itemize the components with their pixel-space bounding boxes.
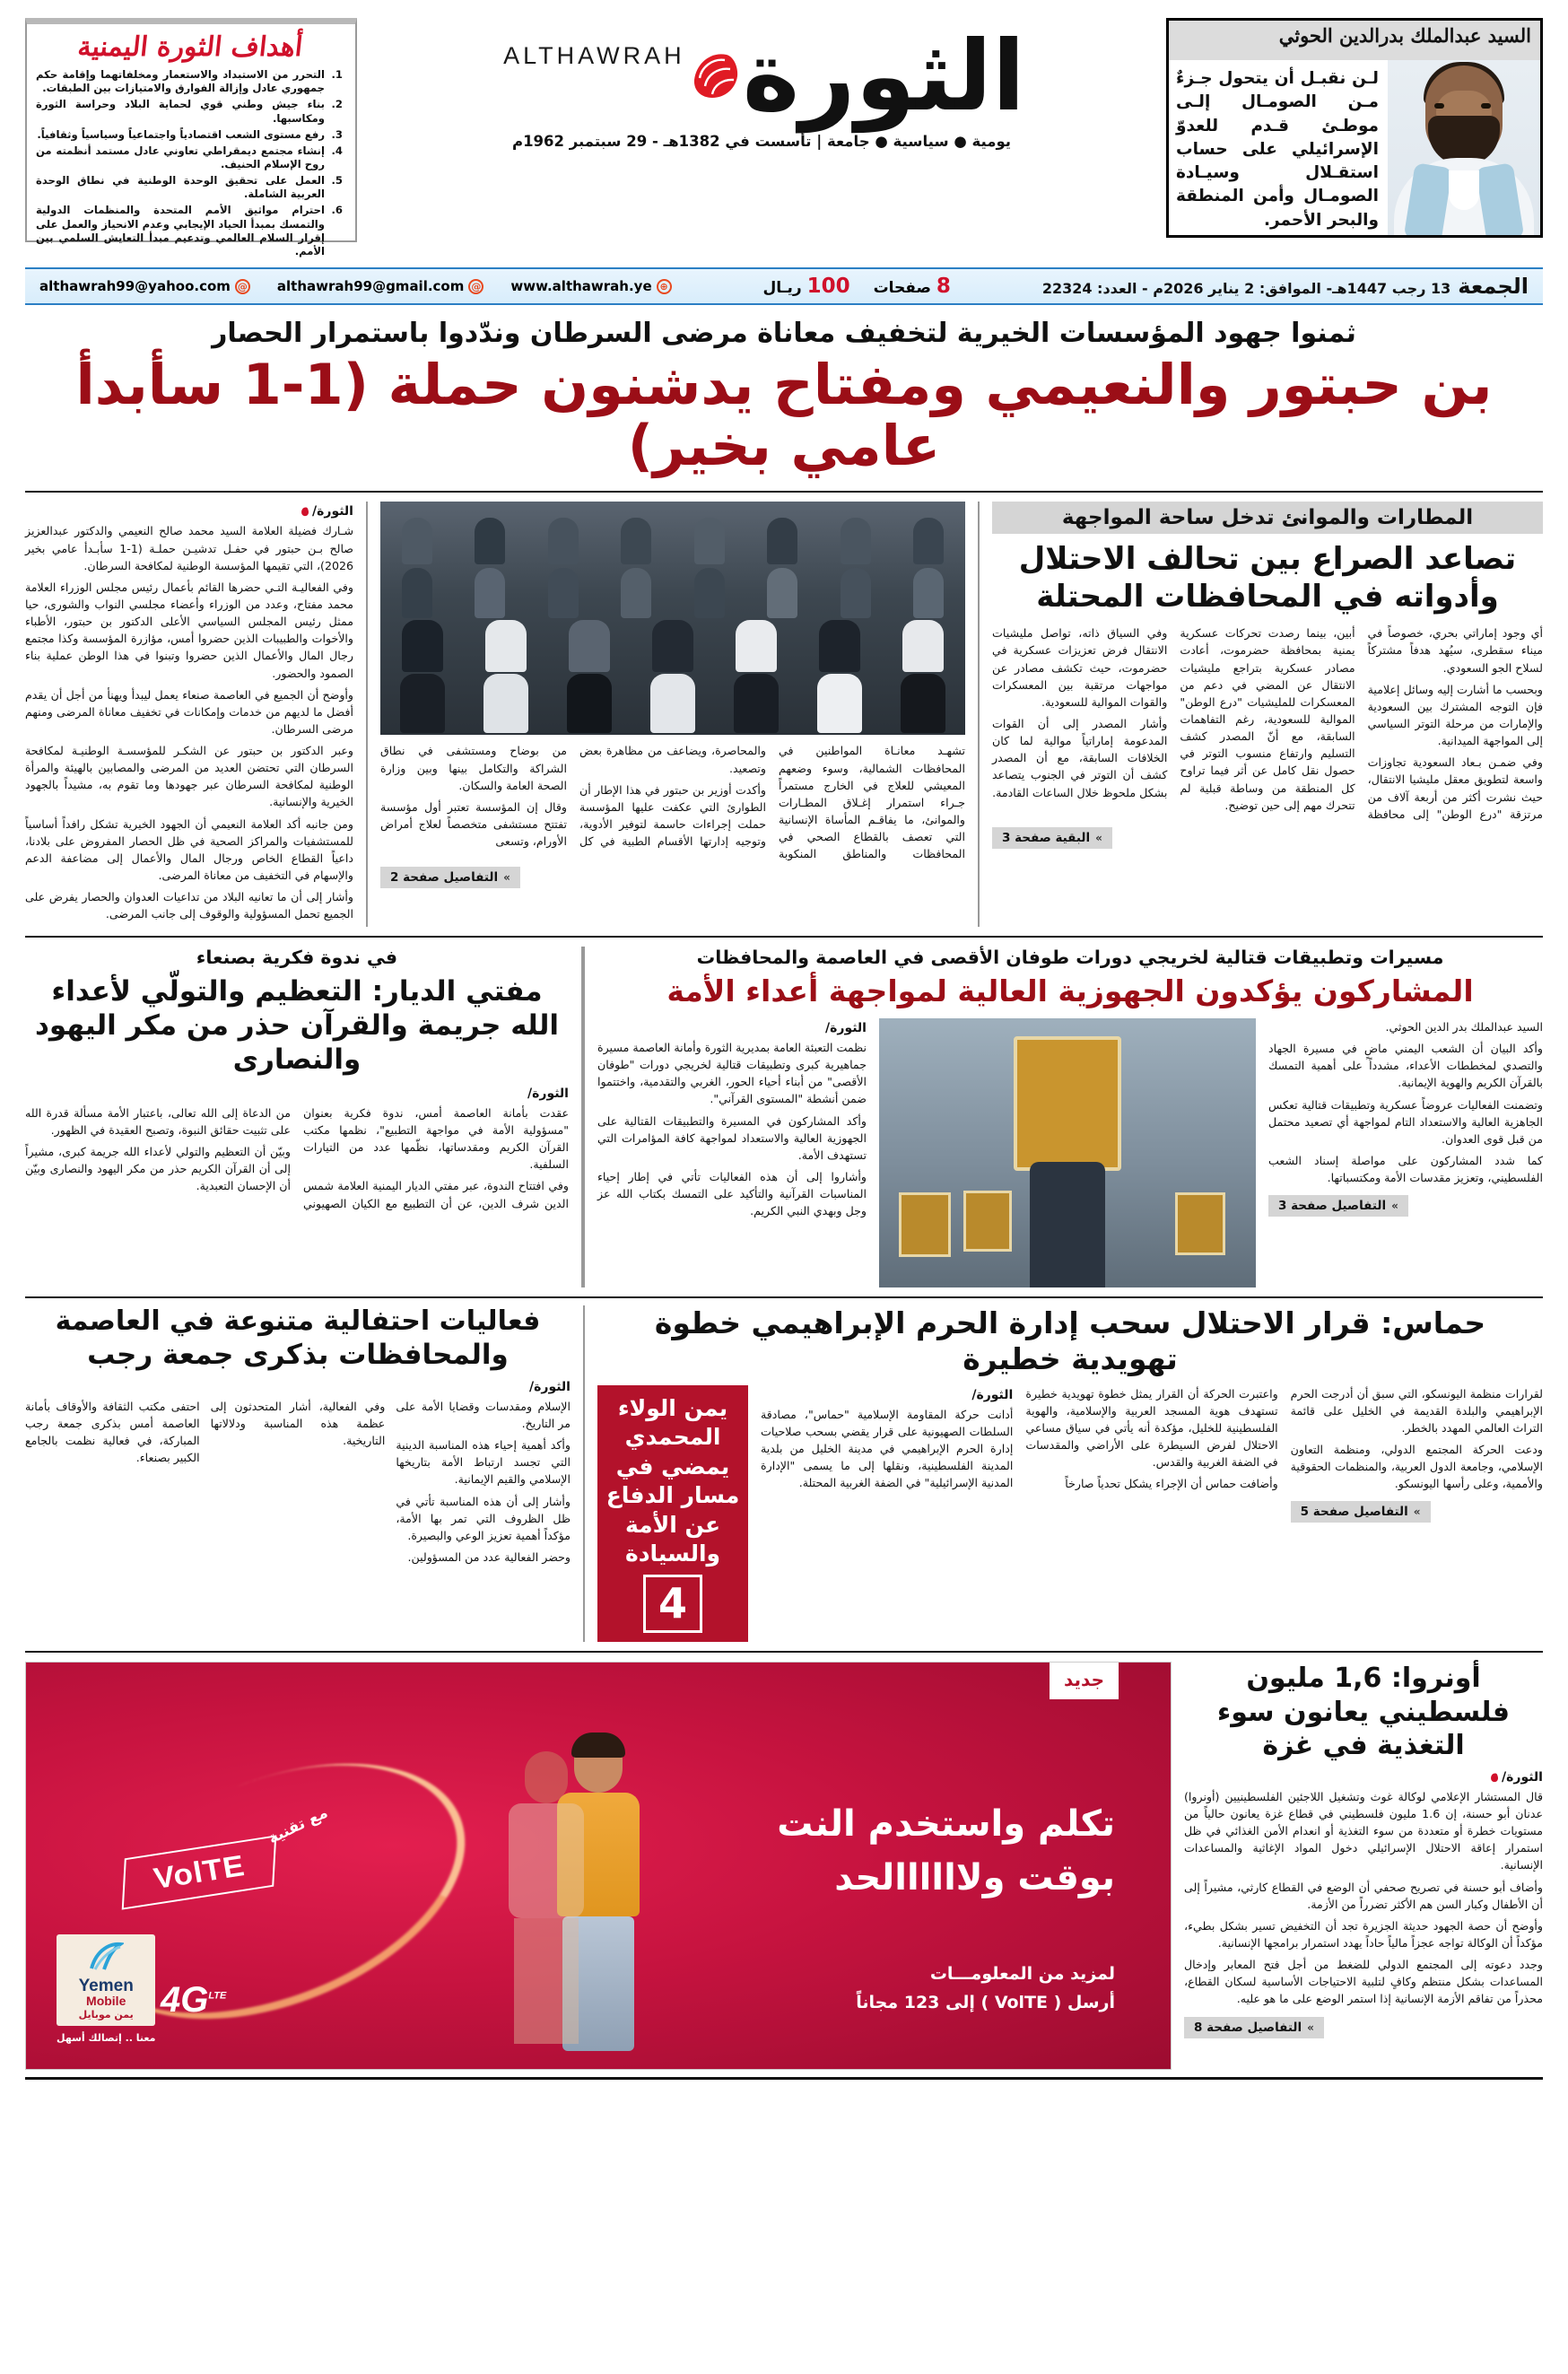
portrait-collar xyxy=(1449,170,1479,210)
contact-gmail-email[interactable] xyxy=(277,278,483,294)
email-icon: @ xyxy=(468,279,483,294)
contact-website-text: www.althawrah.ye xyxy=(510,278,652,294)
ad-sub-line2: أرسل ( VolTE ) إلى 123 مجاناً xyxy=(856,1993,1115,2013)
source-tag xyxy=(971,1388,1013,1402)
story-body-2: نظمت التعبئة العامة بمديرية الثورة وأمانة العاصمة مسيرة جماهيرية كبرى وتطبيقات قتالية لخريجي دورات "طوفان الأقصى" من أبناء أحياء الحور، الغربي والتقدمية، واختتموا ضمن أنشطة "المستوى القرآني". وأكد المشاركون في المسيرة والتطبيقات القتالية على الجهوزية العالية والاستعداد لمواجهة كافة المؤامرات التي تستهدف الأمة. وأشاروا إلى أن هذه الفعاليات تأتي في إطار إحياء المناسبات القرآنية والتأكيد على التمسك بكتاب الله عز وجل وبهدي النبي الكريم. xyxy=(597,1041,867,1218)
photo-crowd xyxy=(380,502,965,735)
logo-english-wordmark: ALTHAWRAH xyxy=(503,41,685,69)
march-photo xyxy=(879,1018,1256,1287)
promo-box-text: يمن الولاء المحمدي يمضي في مسار الدفاع عن الأمة والسيادة xyxy=(605,1394,740,1567)
revolution-goals-box xyxy=(25,18,357,258)
story-headline[interactable]: تصاعد الصراع بين تحالف الاحتلال وأدواته في المحافظات المحتلة xyxy=(1018,541,1517,615)
goals-title: أهداف الثورة اليمنية xyxy=(75,31,305,63)
story-body-b: وفي الفعالية، أشار المتحدثون إلى عظمة هذه المناسبة ودلالاتها التاريخية. xyxy=(210,1399,386,1448)
goals-item: التحرر من الاستبداد والاستعمار ومخلفاتهما وإقامة حكم جمهوري عادل وإزالة الفوارق والامتيازات بين الطبقات. xyxy=(36,68,325,95)
goals-item: رفع مستوى الشعب اقتصادياً واجتماعياً وسياسياً وثقافياً. xyxy=(37,127,325,141)
torch-flame-icon xyxy=(300,506,309,517)
quran-held-icon xyxy=(1014,1036,1121,1171)
price-value: 100 xyxy=(806,275,850,298)
lead-headline[interactable]: بن حبتور والنعيمي ومفتاح يدشنون حملة (1-1 سأبدأ عامي بخير) xyxy=(75,352,1493,479)
pages-count-block xyxy=(874,275,951,298)
issue-meta xyxy=(763,275,951,298)
leader-quote-box xyxy=(1166,18,1543,238)
ad-model-ghost xyxy=(509,1751,584,2044)
quran-icon xyxy=(1175,1192,1225,1255)
advertiser-name-ar: يمن موبايل xyxy=(78,2009,134,2021)
leader-quote-body xyxy=(1169,60,1540,238)
ad-headline-line1: تكلم واستخدم النت xyxy=(777,1803,1115,1846)
globe-icon: ⊕ xyxy=(657,279,672,294)
more-link-label: البقية صفحة 3 xyxy=(1002,830,1091,845)
goals-item: إنشاء مجتمع ديمقراطي تعاوني عادل مستمد أنظمته من روح الإسلام الحنيف. xyxy=(36,144,325,170)
source-tag xyxy=(529,1380,571,1394)
leader-name-bar xyxy=(1169,21,1540,60)
advertiser-name-en xyxy=(69,1977,143,2007)
chevron-left-icon: » xyxy=(1095,831,1102,844)
story-body: أي وجود إماراتي بحري، خصوصاً في ميناء سقطرى، سيُهد هدفاً مشتركاً لسلاح الجو السعودي. وبحسب ما أشارت إليه وسائل إعلامية فإن التوجه المشترك بين السعودية والإمارات من مرحلة التوتر السياسي إلى المواجهة الميدانية. وفي ضمـن بـعاد السعودية تجاوزات واسعة لتطويق معقل مليشيا الانتقال، حيث نشرت أكثر من أربعة آلاف من مرتزقة "درع الوطن" إلى محافظة أبين، بينما رصدت تحركات عسكرية يمنية بمحافظة حضرموت، أعادت مصادر عسكرية بتراجع مليشيات الانتقال عن المضي في دعم من المعسكرات للمليشيات "درع الوطن" الموالية للسعودية، رغم التفاهمات السابقة، مع أنّ المصدر كشف التسليم وارتفاع منسوب التوتر في حصول نقل كامل عن أثر فيما تراوح كل المنطقة من وساطة قبلية لم تتحرك مهم إلى حين توضيح. وفي السياق ذاته، تواصل مليشيات الانتقال فرض تعزيزات عسكرية في حضرموت، حيث تكشف مصادر عن مواجهات مرتقبة بين المعسكرات والقوات الموالية للسعودية. وأشار المصدر إلى أن القوات المدعومة إماراتياً موالية لما كان الخلافات السابقة، مع أن المصدر كشف أن التوتر في الجنوب يتصاعد بشكل ملحوظ خلال الساعات القادمة. xyxy=(992,626,1543,821)
logo-arabic-wordmark: الثورة xyxy=(742,21,1025,133)
pages-label: صفحات xyxy=(873,279,931,297)
promo-box-sovereignty[interactable] xyxy=(597,1385,748,1643)
leader-portrait xyxy=(1388,60,1540,238)
quran-icon xyxy=(899,1192,951,1257)
advertiser-logo xyxy=(57,1934,155,2044)
yemen-mobile-swirl-icon xyxy=(88,1942,124,1972)
quran-icon xyxy=(963,1191,1012,1252)
more-link[interactable] xyxy=(1291,1501,1431,1523)
advertiser-slogan: معنا .. إتصالك أسهل xyxy=(57,2032,156,2045)
more-link[interactable] xyxy=(1184,2017,1324,2038)
goals-list xyxy=(36,68,344,259)
story-headline[interactable]: مفتي الديار: التعظيم والتولّي لأعداء الله جريمة والقرآن حذر من مكر اليهود والنصارى xyxy=(35,975,559,1077)
lead-photo xyxy=(380,502,965,735)
lead-headline-block xyxy=(25,305,1543,482)
lead-story-body-col xyxy=(25,502,368,927)
story-mufti-seminar xyxy=(25,947,583,1287)
goals-item: العمل على تحقيق الوحدة الوطنية في نطاق الوحدة العربية الشاملة. xyxy=(36,173,325,201)
divider xyxy=(25,491,1543,493)
advertisement-yemen-mobile-volte[interactable] xyxy=(25,1662,1172,2070)
source-tag xyxy=(527,1087,569,1101)
story-body-2: واعتبرت الحركة أن القرار يمثل خطوة تهويدية خطيرة تستهدف هوية المسجد العربية والإسلامية، والهوية الفلسطينية للخليل، مؤكدة أنه يأتي في سياق مساعي الاحتلال لفرض السيطرة على الأراضي والمقدسات في الضفة الغربية والقدس. وأضافت حماس أن الإجراء يشكل تحدياً صارخاً xyxy=(1025,1386,1278,1491)
torch-flame-icon xyxy=(1489,1772,1499,1783)
ad-subtext xyxy=(856,1959,1115,2018)
ad-new-badge: جديد xyxy=(1050,1663,1119,1699)
price-label: ريـال xyxy=(762,279,802,297)
chevron-left-icon: » xyxy=(1413,1506,1421,1519)
story-body-1: أدانت حركة المقاومة الإسلامية "حماس"، مصادقة السلطات الصهيونية على قرار يقضي بسحب صلاحيات إدارة الحرم الإبراهيمي في مدينة الخليل من بلدية المدينة الفلسطينية، ونقلها إلى ما يسمى "الإدارة المدنية الإسرائيلية" في الضفة الغربية المحتلة. xyxy=(761,1407,1014,1490)
ad-network-badge xyxy=(161,1980,226,2021)
more-link-label: التفاصيل صفحة 5 xyxy=(1300,1505,1408,1520)
ghost-torso xyxy=(509,1803,584,1918)
masthead xyxy=(25,0,1543,260)
pages-count: 8 xyxy=(936,275,951,298)
story-body-c: الإسلام ومقدسات وقضايا الأمة على مر التاريخ. وأكد أهمية إحياء هذه المناسبة الدينية التي تجسد ارتباط الأمة بتاريخها الإسلامي والقيم الإيمانية. وأشار إلى أن هذه المناسبة تأتي في ظل الظروف التي تمر بها الأمة، مؤكداً أهمية تعزيز الوعي والبصيرة. وحضر الفعالية عدد من المسؤولين. xyxy=(396,1399,571,1564)
story-headline[interactable]: والمحافظات بذكرى جمعة رجب xyxy=(87,1339,509,1372)
masthead-tagline: يومية ● سياسية ● جامعة | تأسست في 1382هـ - 29 سبتمبر 1962م xyxy=(511,133,1011,150)
lead-center-body-1: تشهـد معانـاة المواطنين في المحافظات الشمالية، وسوء وضعهم المعيشي للعلاج في الخارج مستمراً جـراء استمرار إغـلاق المطـارات والموانئ، ما يفاقـم المأساة الإنسانية التي تعصف بالقطاع الصحي في المحافظات والمناطق المنكوبة والمحاصرة، ويضاعف من مظاهرة بعض وتصعيد. وأكدت أوزير بن حبتور في هذا الإطار أن الطوارئ التي عكفت عليها المؤسسة حملت إجراءات حاسمة لتوفير الأدوية، وتوجيه إدارتها الأقسام الطبية في كل من بوضاح ومستشفى في نطاق الشراكة والتكامل بينها وبين وزارة الصحة العامة والسكان. وقال إن المؤسسة تعتبر أول مؤسسة تفتتح مستشفى متخصصاً لعلاج أمراض الأورام، وتسعى xyxy=(380,744,965,861)
advertiser-logo-card xyxy=(57,1934,155,2026)
ad-network-label: 4G xyxy=(161,1980,209,2021)
more-link[interactable] xyxy=(380,867,520,888)
source-label: الثورة/ xyxy=(1502,1769,1543,1785)
story-unrwa xyxy=(1184,1662,1543,2070)
story-kicker: المطارات والموانئ تدخل ساحة المواجهة xyxy=(992,502,1543,534)
story-headline[interactable]: المشاركون يؤكدون الجهوزية العالية لمواجهة أعداء الأمة xyxy=(666,973,1474,1009)
torch-flame-icon xyxy=(685,46,743,109)
story-rajab-celebrations xyxy=(25,1305,583,1642)
lead-kicker: ثمنوا جهود المؤسسات الخيرية لتخفيف معاناة مرضى السرطان وندّدوا باستمرار الحصار xyxy=(212,318,1356,349)
bottom-divider xyxy=(25,2077,1543,2080)
chevron-left-icon: » xyxy=(1391,1200,1398,1213)
ad-model-figure xyxy=(557,1735,640,2051)
source-label: الثورة/ xyxy=(312,504,353,519)
contact-yahoo-text: althawrah99@yahoo.com xyxy=(39,278,231,294)
ghost-head xyxy=(525,1751,568,1803)
contact-website[interactable] xyxy=(510,278,671,294)
source-label: الثورة/ xyxy=(825,1021,867,1036)
story-headline[interactable]: حماس: قرار الاحتلال سحب إدارة الحرم الإبراهيمي خطوة تهويدية خطيرة xyxy=(654,1305,1486,1377)
more-link-label: التفاصيل صفحة 2 xyxy=(390,870,499,886)
portrait-eye-left xyxy=(1434,103,1444,109)
story-kicker: مسيرات وتطبيقات قتالية لخريجي دورات طوفان الأقصى في العاصمة والمحافظات xyxy=(696,947,1444,969)
ad-sub-line1: لمزيد من المعلومـــات xyxy=(929,1963,1115,1984)
source-tag xyxy=(300,504,353,519)
source-label: الثورة/ xyxy=(971,1387,1014,1402)
logo-row xyxy=(357,21,1166,133)
section-third-tier xyxy=(25,1296,1543,1642)
story-kicker: في ندوة فكرية بصنعاء xyxy=(196,947,398,969)
promo-page-number: 4 xyxy=(643,1575,702,1634)
bottom-row xyxy=(25,1651,1543,2070)
chevron-left-icon: » xyxy=(1307,2021,1314,2034)
source-label: الثورة/ xyxy=(527,1086,569,1101)
newspaper-logo xyxy=(357,18,1166,150)
story-occupation-conflict xyxy=(978,502,1543,927)
brand-en-sub: Mobile xyxy=(86,1994,126,2009)
model-head xyxy=(574,1735,623,1793)
story-body: السيد عبدالملك بدر الدين الحوثي. وأكد البيان أن الشعب اليمني ماضٍ في مسيرة الجهاد والتصدي لمخططات الأعداء، مشدداً على أهمية التمسك بالقرآن الكريم والهوية الإيمانية. وتضمنت الفعاليات عروضاً عسكرية وتطبيقات قتالية تعكس الجاهزية العالية والاستعداد التام لمواجهة أي تصعيد محتمل من قبل قوى العدوان. كما شدد المشاركون على مواصلة إسناد الشعب الفلسطيني، وتعزيز مقدسات الأمة ومكتسباتها. xyxy=(1268,1020,1543,1185)
contact-gmail-text: althawrah99@gmail.com xyxy=(276,278,465,294)
marcher-figure xyxy=(1030,1162,1105,1287)
ad-volte-label: VolTE xyxy=(151,1849,248,1896)
contact-links xyxy=(39,278,672,294)
source-label: الثورة/ xyxy=(529,1379,571,1394)
issue-date-text: 13 رجب 1447هـ- الموافق: 2 يناير 2026م - العدد: 22324 xyxy=(1041,280,1451,297)
leader-quote-text: لـن نقبـل أن يتحول جـزءٌ مـن الصومـال إلـى موطـئ قـدم للعدوّ الإسرائيلي على حساب استقـلال وسيـادة الصومـال وأمن المنطقة والبحر الأحمر. xyxy=(1176,69,1379,230)
lead-body-text: شـارك فضيلة العلامة السيد محمد صالح النعيمي والدكتور عبدالعزيز صالح بـن حبتور في حفـل تدشيـن حملـة (1-1 سأبـدأ عامي بخير 2026)، التي تقيمها المؤسسة الوطنية لمكافحة السرطان. وفي الفعاليـة التـي حضرها القائم بأعمال رئيس مجلس الوزراء العلامة محمد مفتاح، وعدد من الوزراء وأعضاء مجلسي النواب والشورى، حيا ممثل رئيس المجلس السياسي الأعلى الدكتور بن حبتور، الأطباء والأخوات والطبيبات الذين حضروا أمس، مؤازرة المؤسسة وكذا مجتمع رجال المال والأعمال الذين حضروا وتبنوا في هذا الوطن عملية بناء الصمود والحضور. وأوضح أن الجميع في العاصمة صنعاء يعمل ليبدأ ويهنأ من أجل أن يقدم أفضل ما لديهم من خدمات وإمكانات في تخفيف معاناة المرضى ومنهم مرضى السرطان. وعبر الدكتور بن حبتور عن الشكـر للمؤسسـة الوطنيـة لمكافحة السرطان التي تحتضن العديد من المرضى والمصابين بالهيئة والمرأة الوطنية لمكافحة السرطان عبر جهودها وما تقوم به، مشيداً بالجهود الخيرية والإنسانية. ومن جانبه أكد العلامة النعيمي أن الجهود الخيرية تشكل رافداً أساسياً للمستشفيات والمراكز الصحية في ظل الحصار المفروض على بلادنا، داعياً القطاع الخاص ورجال المال والأعمال إلى مضاعفة الدعم والإسهام في التخفيف من معاناة المرضى. وأشار إلى أن ما تعانيه البلاد من تداعيات العدوان والحصار يفرض على الجميع تحمل المسؤولية والوقوف إلى جانب المرضى. xyxy=(25,524,353,921)
price-block xyxy=(763,275,850,298)
portrait-eye-right xyxy=(1481,103,1491,109)
story-body: عقدت بأمانة العاصمة أمس، ندوة فكرية بعنوان "مسؤولية الأمة في مواجهة التطبيع"، نظمها مكتب القرآن الكريم ومقدساتها، نظّمها عدد من التيارات السلفية. وفي افتتاح الندوة، عبر مفتي الديار اليمنية العلامة شمس الدين شرف الدين، عن أن التطبيع مع الكيان الصهيوني من الدعاة إلى الله تعالى، باعتبار الأمة مسألة قدرة الله على تثبيت حقائق النبوة، وتصبح العقيدة في الظهور. وبيّن أن التعظيم والتولي لأعداء الله جريمة كبرى، مشيراً إلى أن القرآن الكريم حذر من مكر اليهود والنصارى وبيّن أن الإحسان التعبدية. xyxy=(25,1105,569,1210)
brand-en: Yemen xyxy=(78,1977,134,1996)
ghost-legs xyxy=(514,1918,579,2044)
ad-network-sup: LTE xyxy=(208,1991,227,2003)
story-aqsa-flood-graduates xyxy=(583,947,1543,1287)
more-link-label: التفاصيل صفحة 3 xyxy=(1278,1199,1387,1214)
goals-item: بناء جيش وطني قوي لحماية البلاد وحراسة الثورة ومكاسبها. xyxy=(36,98,325,125)
ad-volte-prefix: مع تقنية xyxy=(266,1803,331,1848)
more-link-label: التفاصيل صفحة 8 xyxy=(1194,2020,1302,2035)
model-hair xyxy=(571,1732,625,1758)
section-top-stories xyxy=(25,502,1543,927)
source-tag xyxy=(1489,1770,1543,1785)
story-body-a: احتفى مكتب الثقافة والأوقاف بأمانة العاصمة أمس بذكرى جمعة رجب المباركة، في فعالية نظمت بالجامع الكبير بصنعاء. xyxy=(24,1399,200,1465)
info-bar xyxy=(25,267,1543,305)
chevron-left-icon: » xyxy=(503,871,510,885)
story-body: قال المستشار الإعلامي لوكالة غوث وتشغيل اللاجئين الفلسطينيين (أونروا) عدنان أبو حسنة، إن 1.6 مليون فلسطيني في قطاع غزة يعانون حالياً من مستويات خطرة أو متعددة من سوء التغذية أو انعدام الأمن الغذائي في ظل استمرار إعاقة الاحتلال الإسرائيلي دخول المواد الإغاثية والمساعدات الإنسانية. وأضاف أبو حسنة في تصريح صحفي أن الوضع في القطاع كارثي، مشيراً إلى أن الأطفال وكبار السن هم الأكثر تضرراً من الأزمة. وأوضح أن حصة الجهود حديثة الجزيرة تجد أن التخفيض تسير بشكل بطيء، مؤكداً أن الوكالة تواجه عجزاً مالياً حاداً يهدد استمرار برامجها الإنسانية. وجدد دعوته إلى المجتمع الدولي للضغط من أجل فتح المعابر وإدخال المساعدات بشكل منتظم وكافٍ لتلبية الاحتياجات الأساسية لسكان القطاع، محذراً من تفاقم الأزمة الإنسانية إذا استمر الوضع على ما هو عليه. xyxy=(1184,1789,1544,2006)
source-tag xyxy=(825,1021,867,1035)
email-icon: @ xyxy=(235,279,250,294)
more-link[interactable] xyxy=(1268,1195,1408,1217)
more-link[interactable] xyxy=(992,827,1112,849)
weekday-label: الجمعة xyxy=(1458,274,1529,299)
contact-yahoo-email[interactable] xyxy=(39,278,250,294)
story-headline[interactable]: أونروا: 1,6 مليون فلسطيني يعانون سوء التغذية في غزة xyxy=(1216,1663,1511,1762)
ad-headline-line2: بوقت ولاااااالحد xyxy=(834,1857,1115,1899)
story-body-3: لقرارات منظمة اليونسكو، التي سبق أن أدرجت الحرم الإبراهيمي والبلدة القديمة في الخليل على قائمة التراث العالمي المهدد بالخطر. ودعت الحركة المجتمع الدولي، ومنظمة التعاون الإسلامي، وجامعة الدول العربية، والمنظمات الحقوقية والأممية، وعلى رأسها اليونسكو. xyxy=(1290,1386,1543,1491)
lead-story-center xyxy=(368,502,978,927)
issue-date-block xyxy=(1042,274,1529,299)
story-hamas-block xyxy=(583,1305,1543,1642)
ad-headline xyxy=(777,1797,1115,1905)
section-second-tier xyxy=(25,936,1543,1287)
story-kicker: فعاليات احتفالية متنوعة في العاصمة xyxy=(55,1305,541,1338)
leader-name: السيد عبدالملك بدرالدين الحوثي xyxy=(1278,24,1531,47)
goals-item: احترام مواثيق الأمم المتحدة والمنظمات الدولية والتمسك بمبدأ الحياد الإيجابي وعدم الانحياز والعمل على إقرار السلام العالمي وتدعيم مبدأ التعايش السلمي بين الأمم. xyxy=(36,204,325,258)
